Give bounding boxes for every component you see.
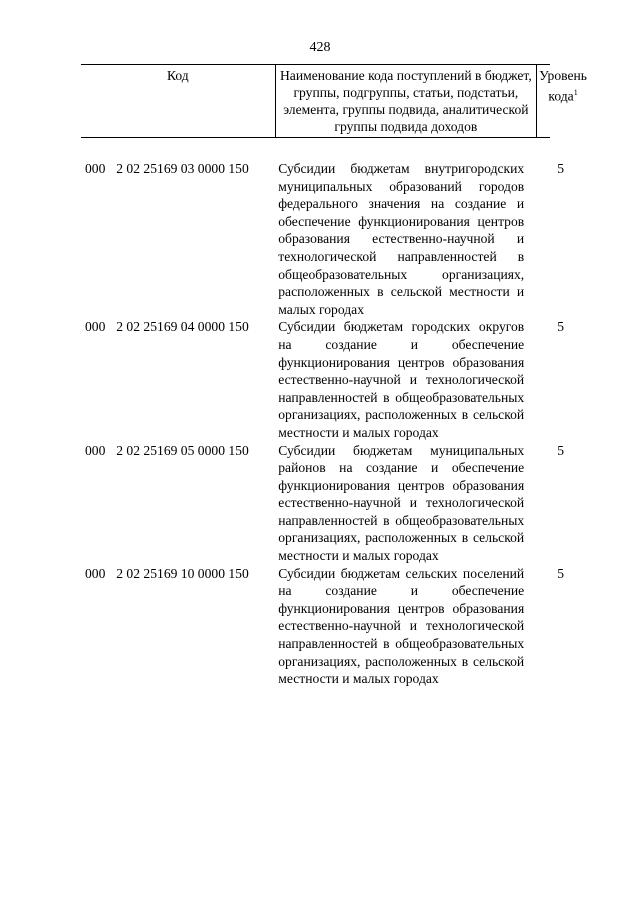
code-level: 5 [557, 442, 564, 458]
revenue-code: 2 02 25169 04 0000 150 [116, 319, 249, 335]
footnote-marker: 1 [573, 88, 578, 97]
table-row [85, 565, 585, 688]
admin-code: 000 [85, 442, 106, 458]
table-row [85, 160, 585, 318]
revenue-name: Субсидии бюджетам городских округов на создание и обеспечение функционирования центров образования естественно-научной и технологической направленностей в общеобразовательных организациях, расположенных в сельской местности и малых городах [278, 319, 525, 440]
code-level: 5 [557, 565, 564, 581]
code-level: 5 [557, 161, 564, 176]
admin-code: 000 [85, 161, 106, 176]
admin-code: 000 [85, 319, 106, 335]
revenue-code: 2 02 25169 05 0000 150 [116, 442, 249, 458]
revenue-code: 2 02 25169 03 0000 150 [116, 161, 249, 176]
code-level: 5 [557, 319, 564, 335]
revenue-name: Субсидии бюджетам внутригородских муниципальных образований городов федерального значения на создание и обеспечение функционирования центров образования естественно-научной и технологической направленностей в общеобразовательных организациях, расположенных в сельской местности и малых городах [278, 161, 525, 317]
header-level [537, 65, 589, 137]
table-header-row [81, 65, 587, 137]
header-code: Код [81, 65, 276, 137]
header-level-text: Уровень кода [539, 68, 587, 104]
revenue-name: Субсидии бюджетам сельских поселений на создание и обеспечение функционирования центров образования естественно-научной и технологической направленностей в общеобразовательных организациях, расположенных в сельской местности и малых городах [278, 565, 525, 687]
table-body [85, 160, 585, 688]
table-row [85, 318, 585, 441]
table-row [85, 442, 585, 565]
revenue-name: Субсидии бюджетам муниципальных районов на создание и обеспечение функционирования центров образования естественно-научной и технологической направленностей в общеобразовательных организациях, расположенных в сельской местности и малых городах [278, 442, 525, 564]
page-number: 428 [309, 40, 331, 55]
admin-code: 000 [85, 565, 106, 581]
table-header [81, 64, 587, 138]
revenue-code: 2 02 25169 10 0000 150 [116, 565, 249, 581]
header-name: Наименование кода поступлений в бюджет, группы, подгруппы, статьи, подстатьи, элемента, группы подвида, аналитической группы подвида доходов [276, 65, 537, 137]
